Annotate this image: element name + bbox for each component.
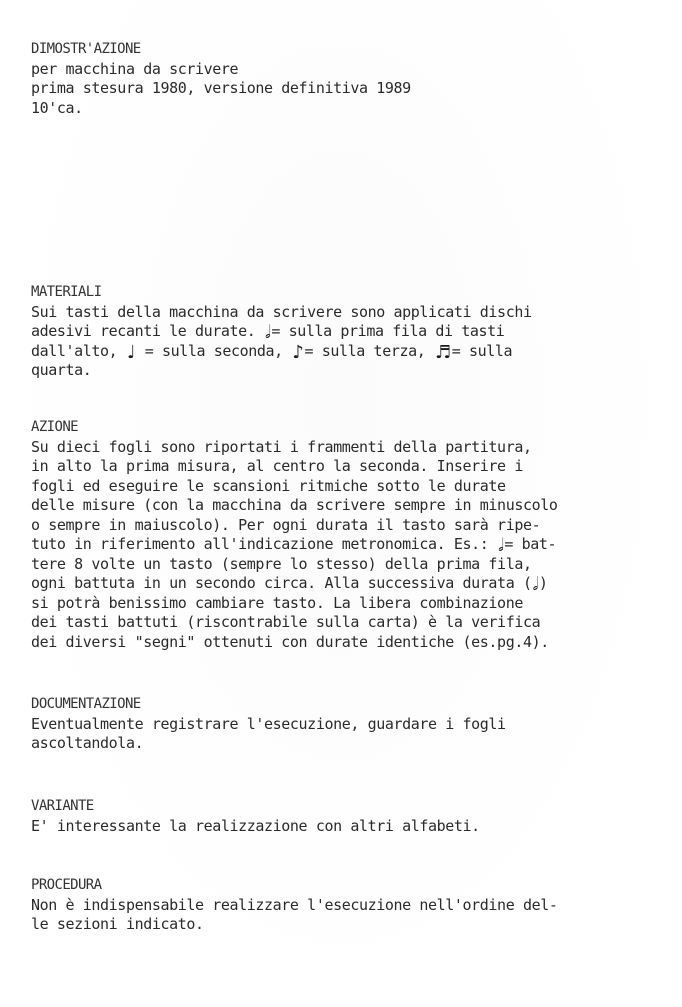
documentazione-section (31, 695, 671, 754)
title-block (31, 40, 671, 118)
azione-line-11: dei diversi "segni" ottenuti con durate identiche (es.pg.4). (31, 632, 549, 651)
azione-line-1: Su dieci fogli sono riportati i frammenti della partitura, (31, 437, 532, 456)
azione-line-6 (31, 535, 671, 555)
materiali-line-3-text-a: dall'alto, (31, 341, 118, 360)
materiali-line-3-text-c: = sulla terza, (304, 341, 426, 360)
materiali-line-3 (31, 342, 671, 362)
azione-line-8-text-a: ogni battuta in un secondo circa. Alla successiva durata ( (31, 574, 532, 592)
azione-line-4: delle misure (con la macchina da scrivere sempre in minuscolo (31, 496, 558, 514)
azione-line-5: o sempre in maiuscolo). Per ogni durata il tasto sarà ripe- (31, 515, 541, 534)
documentazione-heading: DOCUMENTAZIONE (31, 696, 141, 712)
materiali-line-2 (31, 322, 671, 342)
title-heading: DIMOSTR'AZIONE (31, 41, 141, 57)
procedura-line-1: Non è indispensabile realizzare l'esecuzione nell'ordine del- (31, 895, 558, 914)
documentazione-line-1: Eventualmente registrare l'esecuzione, guardare i fogli (31, 714, 506, 733)
azione-line-7: tere 8 volte un tasto (sempre lo stesso) della prima fila, (31, 554, 532, 573)
azione-line-10: dei tasti battuti (riscontrabile sulla carta) è la verifica (31, 613, 541, 631)
azione-line-3: fogli ed eseguire le scansioni ritmiche sotto le durate (31, 476, 506, 495)
procedura-heading: PROCEDURA (31, 877, 102, 893)
eighth-note-icon: ♪ (292, 341, 304, 363)
azione-line-8 (31, 574, 671, 594)
materiali-line-1: Sui tasti della macchina da scrivere sono applicati dischi (31, 302, 532, 321)
documentazione-line-2: ascoltandola. (31, 734, 144, 752)
materiali-heading: MATERIALI (31, 284, 102, 300)
half-note-icon: 𝅗𝅥 (498, 535, 504, 556)
materiali-line-2-text-a: adesivi recanti le durate. (31, 322, 256, 340)
procedura-section (31, 876, 671, 935)
materiali-line-3-text-d: = sulla (451, 341, 513, 360)
materiali-line-3-text-b: = sulla seconda, (144, 341, 283, 360)
quarter-note-icon: ♩ (126, 341, 136, 363)
variante-section (31, 797, 671, 836)
azione-section (31, 418, 671, 652)
half-note-icon: 𝅗𝅥 (532, 574, 538, 595)
half-note-icon: 𝅗𝅥 (265, 322, 271, 343)
procedura-line-2: le sezioni indicato. (31, 915, 204, 933)
title-line-3: 10'ca. (31, 98, 83, 117)
azione-line-9: si potrà benissimo cambiare tasto. La libera combinazione (31, 593, 523, 612)
variante-line-1: E' interessante la realizzazione con altri alfabeti. (31, 816, 480, 835)
sixteenth-note-icon: ♬ (435, 341, 451, 363)
azione-line-8-text-b: ) (538, 574, 548, 592)
title-line-1: per macchina da scrivere (31, 59, 239, 78)
azione-line-6-text-b: = bat- (504, 535, 557, 553)
materiali-section (31, 283, 671, 381)
materiali-line-4: quarta. (31, 361, 92, 379)
azione-heading: AZIONE (31, 419, 78, 435)
variante-heading: VARIANTE (31, 798, 94, 814)
azione-line-6-text-a: tuto in riferimento all'indicazione metronomica. Es.: (31, 535, 489, 553)
title-line-2: prima stesura 1980, versione definitiva 1989 (31, 79, 411, 97)
materiali-line-2-text-b: = sulla prima fila di tasti (271, 322, 505, 340)
azione-line-2: in alto la prima misura, al centro la seconda. Inserire i (31, 457, 523, 475)
